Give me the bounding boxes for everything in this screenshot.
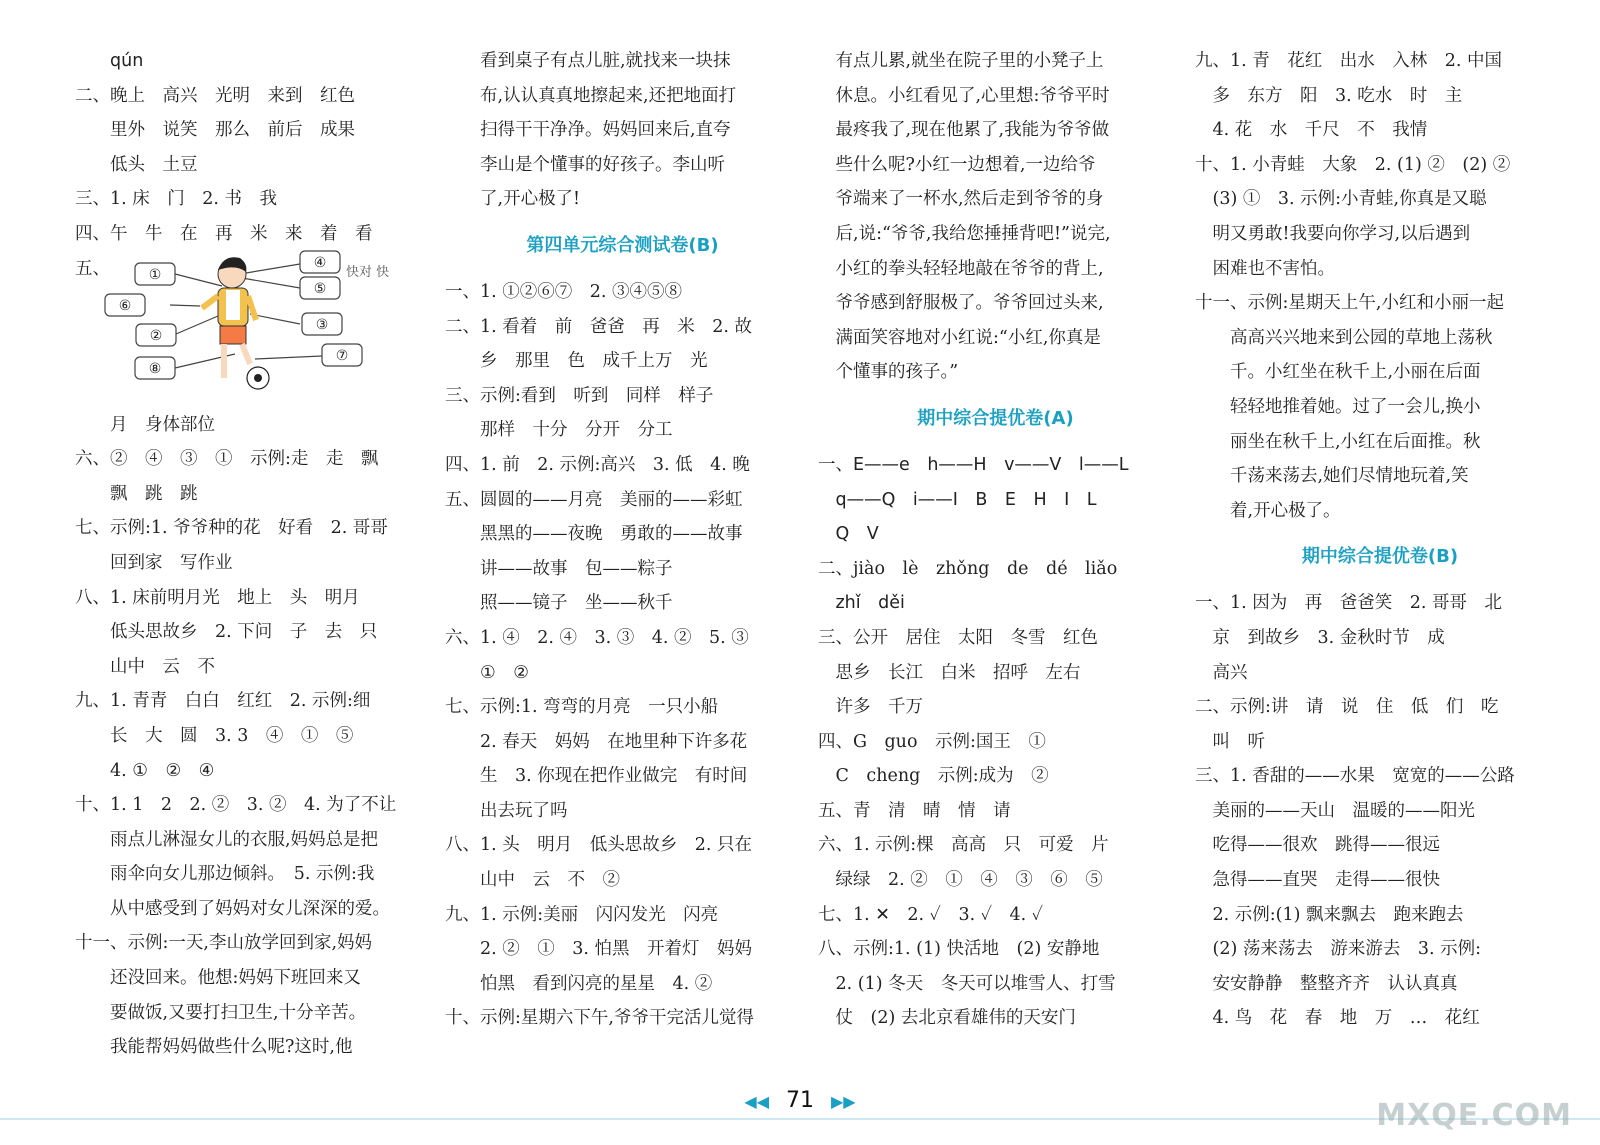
answer-line: 2. 示例:(1) 飘来飘去 跑来跑去 (1212, 904, 1464, 925)
figure-label: ③ (315, 316, 329, 333)
answer-line: 八、1. 床前明月光 地上 头 明月 (75, 587, 360, 608)
previous-arrows-icon: ◀◀ (744, 1092, 769, 1111)
answer-line: 六、1. 示例:棵 高高 只 可爱 片 (818, 835, 1109, 856)
answer-line: 叫 听 (1212, 731, 1265, 752)
answer-line: 二、晚上 高兴 光明 来到 红色 (75, 85, 355, 106)
answer-line: 月 身体部位 (110, 414, 215, 435)
answer-line: 绿绿 2. ② ① ④ ③ ⑥ ⑤ (835, 870, 1103, 891)
answer-line: 爷端来了一杯水,然后走到爷爷的身 (835, 189, 1104, 210)
answer-line: 十一、示例:星期天上午,小红和小丽一起 (1195, 293, 1504, 314)
answer-line: 里外 说笑 那么 前后 成果 (110, 120, 355, 141)
answer-line: q——Q i——I B E H I L (835, 489, 1097, 510)
handwriting-note: 快对 快 (346, 264, 390, 280)
answer-line: (2) 荡来荡去 游来游去 3. 示例: (1212, 939, 1482, 960)
answer-line: 急得——直哭 走得——很快 (1212, 870, 1440, 891)
answer-line: 丽坐在秋千上,小红在后面推。秋 (1230, 431, 1481, 452)
answer-line: 多 东方 阳 3. 吃水 时 主 (1212, 85, 1463, 106)
answer-line: 低头 土豆 (110, 154, 198, 175)
answer-line: 高兴 (1212, 662, 1248, 683)
answer-line: 看到桌子有点儿脏,就找来一块抹 (480, 51, 731, 71)
answer-line: 九、1. 青青 白白 红红 2. 示例:细 (75, 691, 371, 712)
answer-line: 三、示例:看到 听到 同样 样子 (445, 385, 714, 406)
answer-line: 五、青 清 晴 情 请 (818, 800, 1011, 821)
answer-line: 从中感受到了妈妈对女儿深深的爱。 (110, 898, 390, 919)
answer-line: 生 3. 你现在把作业做完 有时间 (480, 766, 748, 787)
answer-line: 小红的拳头轻轻地敲在爷爷的背上, (835, 258, 1104, 279)
answer-line: 要做饭,又要打扫卫生,十分辛苦。 (110, 1002, 367, 1023)
figure-label: ④ (313, 254, 327, 271)
footer-divider (0, 1118, 1600, 1120)
answer-line: 后,说:“爷爷,我给您捶捶背吧!”说完, (835, 223, 1111, 244)
answer-line: 长 大 圆 3. 3 ④ ① ⑤ (110, 725, 354, 746)
answer-line: 怕黑 看到闪亮的星星 4. ② (480, 973, 713, 994)
connector-line (240, 264, 300, 274)
next-arrows-icon: ▶▶ (831, 1092, 856, 1111)
figure-label: ⑤ (313, 280, 327, 297)
answer-line: 八、1. 头 明月 低头思故乡 2. 只在 (445, 835, 753, 856)
answer-line: 照——镜子 坐——秋千 (480, 593, 673, 614)
answer-line: 一、1. 因为 再 爸爸笑 2. 哥哥 北 (1195, 593, 1503, 614)
answer-line: 飘 跳 跳 (110, 483, 198, 504)
answer-line: 七、示例:1. 爷爷种的花 好看 2. 哥哥 (75, 518, 388, 539)
answer-line: 2. 春天 妈妈 在地里种下许多花 (480, 731, 748, 752)
page-number: 71 (786, 1088, 814, 1113)
answer-line: 2. (1) 冬天 冬天可以堆雪人、打雪 (835, 973, 1116, 994)
answer-line: 4. ① ② ④ (110, 760, 215, 781)
soccer-ball-patch (254, 374, 262, 382)
answer-line: 七、1. ✕ 2. ✓ 3. ✓ 4. ✓ (818, 904, 1044, 925)
answer-line: 四、G guo 示例:国王 ① (818, 731, 1046, 752)
boy-shorts (220, 326, 246, 344)
column-2 (445, 44, 800, 1036)
answer-line: 六、1. ④ 2. ④ 3. ③ 4. ② 5. ③ (445, 627, 749, 648)
answer-line: qún (110, 51, 144, 71)
boy-undershirt (226, 290, 240, 320)
answer-line: 京 到故乡 3. 金秋时节 成 (1212, 627, 1445, 648)
answer-line: 明又勇敢!我要向你学习,以后遇到 (1212, 223, 1471, 244)
answer-line: 千荡来荡去,她们尽情地玩着,笑 (1230, 466, 1469, 487)
watermark: MXQE.COM (1376, 1098, 1572, 1133)
answer-line: 一、E——e h——H v——V l——L (818, 454, 1129, 475)
connector-line (255, 356, 322, 359)
answer-line: 许多 千万 (835, 697, 923, 718)
answer-line: 轻轻地推着她。过了一会儿,换小 (1230, 396, 1481, 417)
answer-line: 五、圆圆的——月亮 美丽的——彩虹 (445, 489, 743, 510)
connector-line (175, 274, 222, 286)
answer-line: 乡 那里 色 成千上万 光 (480, 351, 708, 372)
answer-line: 山中 云 不 ② (480, 870, 620, 891)
answer-line: 六、② ④ ③ ① 示例:走 走 飘 (75, 449, 379, 470)
answer-line: 雨点儿淋湿女儿的衣服,妈妈总是把 (110, 829, 379, 850)
answer-line: 雨伞向女儿那边倾斜。 5. 示例:我 (110, 864, 375, 885)
column-4 (1195, 44, 1565, 1036)
boy-leg (242, 344, 250, 364)
answer-line: zhǐ děi (835, 593, 905, 614)
answer-line: 四、午 牛 在 再 米 来 着 看 (75, 223, 373, 244)
answer-line: 4. 花 水 千尺 不 我情 (1212, 120, 1428, 141)
column-3 (818, 44, 1173, 1036)
answer-line: 九、1. 示例:美丽 闪闪发光 闪亮 (445, 904, 719, 925)
answer-line: 出去玩了吗 (480, 800, 568, 821)
answer-line: 2. ② ① 3. 怕黑 开着灯 妈妈 (480, 939, 753, 960)
answer-line: 4. 鸟 花 春 地 万 … 花红 (1212, 1008, 1480, 1029)
answer-line: C cheng 示例:成为 ② (835, 766, 1049, 787)
answer-line: 三、公开 居住 太阳 冬雪 红色 (818, 627, 1098, 648)
figure-label: ① (148, 266, 162, 283)
answer-line: 还没回来。他想:妈妈下班回来又 (110, 968, 361, 989)
answer-line: 十、示例:星期六下午,爷爷干完活儿觉得 (445, 1008, 754, 1029)
answer-line: 二、jiào lè zhǒng de dé liǎo (818, 558, 1118, 579)
answer-line: 些什么呢?小红一边想着,一边给爷 (835, 154, 1096, 175)
answer-line: (3) ① 3. 示例:小青蛙,你真是又聪 (1212, 189, 1487, 210)
answer-line: 爷爷感到舒服极了。爷爷回过头来, (835, 293, 1104, 314)
answer-line: 美丽的——天山 温暖的——阳光 (1212, 800, 1475, 821)
answer-line: 李山是个懂事的好孩子。李山听 (480, 154, 725, 175)
answer-line: 三、1. 香甜的——水果 宽宽的——公路 (1195, 766, 1515, 787)
answer-line: 我能帮妈妈做些什么呢?这时,他 (110, 1037, 353, 1058)
answer-line: 千。小红坐在秋千上,小丽在后面 (1230, 362, 1481, 383)
answer-line: Q V (835, 524, 879, 545)
figure-label: ⑥ (118, 297, 132, 314)
answer-line: 二、1. 看着 前 爸爸 再 米 2. 故 (445, 316, 753, 337)
answer-line: 高高兴兴地来到公园的草地上荡秋 (1230, 327, 1493, 348)
answer-line: 七、示例:1. 弯弯的月亮 一只小船 (445, 697, 719, 718)
answer-line: 十、1. 1 2 2. ② 3. ② 4. 为了不让 (75, 795, 397, 816)
section-heading: 第四单元综合测试卷(B) (526, 234, 719, 256)
answer-line: 五、 (75, 258, 110, 279)
answer-line: 一、1. ①②⑥⑦ 2. ③④⑤⑧ (445, 281, 683, 302)
answer-line: 着,开心极了。 (1230, 500, 1341, 521)
figure-label: ⑦ (335, 347, 349, 364)
answer-line: 满面笑容地对小红说:“小红,你真是 (835, 327, 1101, 348)
answer-line: 二、示例:讲 请 说 住 低 们 吃 (1195, 697, 1499, 718)
answer-line: 三、1. 床 门 2. 书 我 (75, 189, 278, 210)
answer-line: 最疼我了,现在他累了,我能为爷爷做 (835, 120, 1110, 141)
answer-line: 十一、示例:一天,李山放学回到家,妈妈 (75, 933, 373, 954)
section-heading: 期中综合提优卷(B) (1301, 546, 1459, 568)
answer-line: 回到家 写作业 (110, 552, 233, 573)
answer-line: 九、1. 青 花红 出水 入林 2. 中国 (1195, 51, 1503, 71)
answer-line: 布,认认真真地擦起来,还把地面打 (480, 85, 737, 106)
answer-line: 那样 十分 分开 分工 (480, 420, 673, 441)
connector-line (242, 278, 300, 288)
column-1 (75, 44, 430, 1065)
answer-line: 低头思故乡 2. 下问 子 去 只 (110, 622, 378, 643)
boy-arm (248, 296, 256, 320)
connector-line (176, 316, 218, 334)
connector-line (170, 305, 200, 306)
answer-line: 扫得干干净净。妈妈回来后,直夸 (480, 120, 731, 141)
boy-arm (202, 296, 218, 308)
answer-line: 黑黑的——夜晚 勇敢的——故事 (480, 524, 743, 545)
answer-line: 困难也不害怕。 (1212, 258, 1335, 279)
answer-line: 了,开心极了! (480, 189, 581, 210)
body-parts-figure (75, 252, 430, 408)
answer-line: 思乡 长江 白米 招呼 左右 (835, 662, 1081, 683)
answer-line: 八、示例:1. (1) 快活地 (2) 安静地 (818, 939, 1100, 960)
answer-line: 四、1. 前 2. 示例:高兴 3. 低 4. 晚 (445, 454, 750, 475)
answer-line: 有点儿累,就坐在院子里的小凳子上 (835, 51, 1104, 71)
page-footer (0, 1088, 1600, 1113)
section-heading: 期中综合提优卷(A) (917, 407, 1074, 429)
answer-line: 吃得——很欢 跳得——很远 (1212, 835, 1440, 856)
boy-figure-svg (100, 246, 430, 402)
figure-label: ⑧ (148, 360, 162, 377)
answer-line: 安安静静 整整齐齐 认认真真 (1212, 973, 1458, 994)
answer-line: ① ② (480, 662, 529, 683)
figure-label: ② (149, 327, 163, 344)
answer-line: 十、1. 小青蛙 大象 2. (1) ② (2) ② (1195, 154, 1511, 175)
answer-line: 个懂事的孩子。” (835, 362, 959, 383)
answer-line: 山中 云 不 (110, 656, 215, 677)
answer-line: 仗 (2) 去北京看雄伟的天安门 (835, 1008, 1076, 1029)
answer-line: 讲——故事 包——粽子 (480, 558, 673, 579)
answer-line: 休息。小红看见了,心里想:爷爷平时 (835, 85, 1110, 106)
